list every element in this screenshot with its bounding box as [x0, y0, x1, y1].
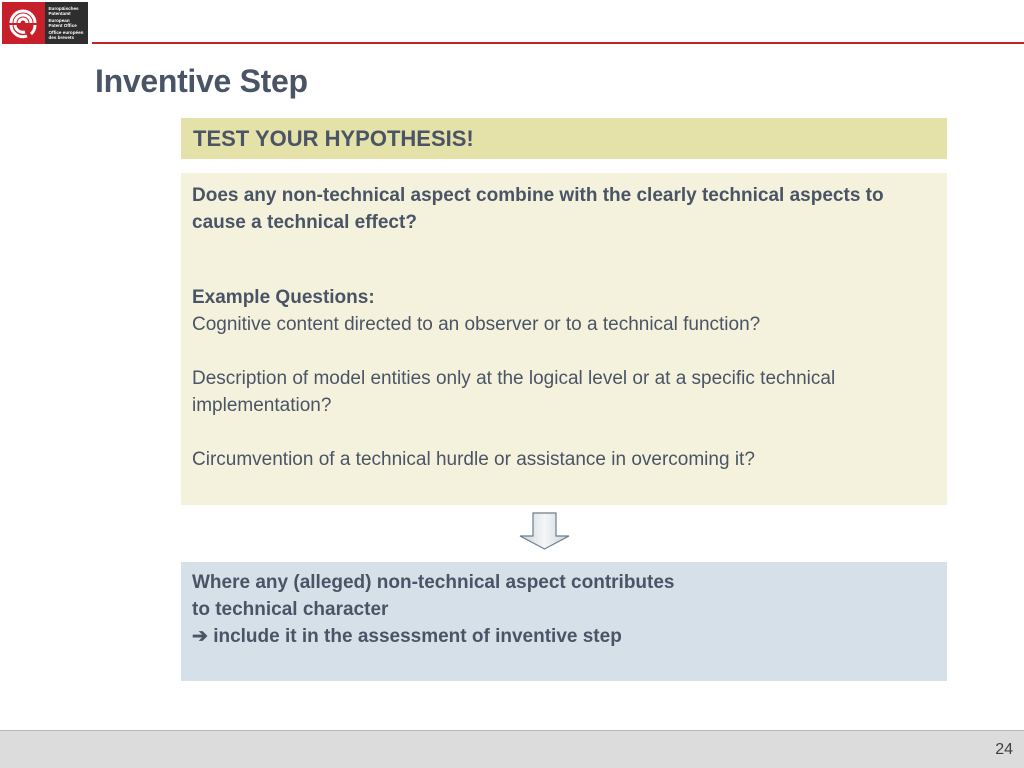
epo-logo-text: [45, 6, 88, 40]
epo-logo-mark-icon: [2, 2, 45, 44]
result-line: to technical character: [192, 599, 389, 620]
question-panel: [181, 173, 947, 505]
result-conclusion: [192, 623, 936, 650]
logo-line: Patent Office: [48, 23, 77, 28]
epo-logo: [2, 2, 88, 44]
page-number: 24: [995, 741, 1013, 758]
right-arrow-icon: ➔: [192, 626, 208, 647]
down-arrow-icon: [518, 512, 571, 550]
hypothesis-banner: TEST YOUR HYPOTHESIS!: [181, 118, 947, 159]
main-question: Does any non-technical aspect combine with the clearly technical aspects to cause a technical effect?: [192, 185, 884, 233]
logo-line: Europäisches: [48, 6, 79, 11]
example-heading: Example Questions:: [192, 287, 375, 308]
logo-line: European: [48, 18, 70, 23]
header-divider: [92, 42, 1024, 44]
page-title: Inventive Step: [95, 63, 308, 99]
logo-line: des brevets: [48, 35, 75, 40]
example-question: Circumvention of a technical hurdle or assistance in overcoming it?: [192, 449, 755, 470]
result-line: Where any (alleged) non-technical aspect contributes: [192, 572, 675, 593]
example-question: Description of model entities only at the logical level or at a specific technical implementation?: [192, 368, 836, 416]
example-question: Cognitive content directed to an observer or to a technical function?: [192, 314, 761, 335]
result-conclusion-text: include it in the assessment of inventive step: [207, 626, 622, 647]
footer-bar: [0, 730, 1024, 768]
result-panel: [181, 562, 947, 681]
logo-line: Patentamt: [48, 11, 71, 16]
logo-line: Office européen: [48, 30, 84, 35]
